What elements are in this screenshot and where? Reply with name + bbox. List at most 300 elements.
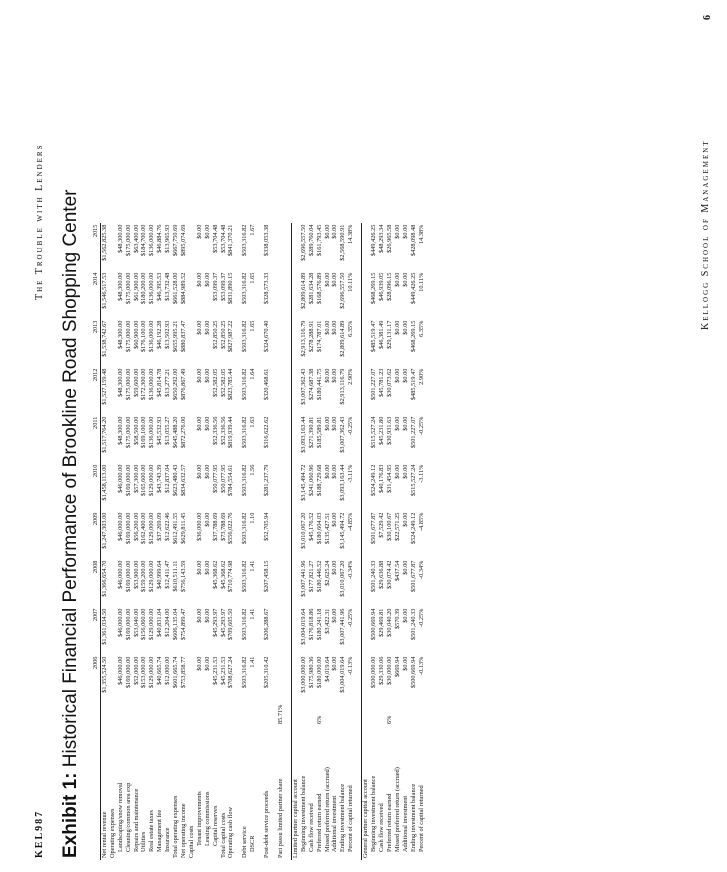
value-cell: $278,288.91 bbox=[307, 320, 315, 353]
value-cell: $0.00 bbox=[203, 320, 211, 335]
row-rate: 6% bbox=[385, 715, 393, 724]
value-cell: $7,529.42 bbox=[378, 512, 385, 538]
value-cell: $0.00 bbox=[331, 560, 339, 575]
row-rate bbox=[394, 703, 402, 726]
value-cell: $46,000.00 bbox=[116, 656, 124, 685]
value-cell: $30,074.42 bbox=[385, 560, 393, 589]
value-cell: $176,100.00 bbox=[140, 320, 148, 353]
row-rate bbox=[308, 703, 316, 726]
value-cell: $56,200.00 bbox=[132, 512, 140, 541]
value-cell bbox=[362, 607, 370, 655]
table-row bbox=[386, 223, 394, 860]
value-cell: $819,939.44 bbox=[227, 416, 235, 449]
row-rate: 85.71% bbox=[277, 704, 285, 724]
value-cell: $48,300.00 bbox=[116, 272, 124, 301]
value-cell bbox=[291, 511, 299, 559]
value-cell: $515,527.24 bbox=[370, 416, 378, 449]
row-label: Tenant improvements bbox=[195, 791, 203, 846]
value-cell: $28,096.15 bbox=[385, 272, 393, 301]
value-cell bbox=[188, 271, 196, 319]
value-cell bbox=[291, 367, 299, 415]
value-cell: $241,060.96 bbox=[307, 464, 315, 497]
row-rate bbox=[140, 703, 148, 726]
value-cell bbox=[277, 655, 285, 703]
value-cell: $188,729.68 bbox=[315, 464, 323, 497]
value-cell bbox=[291, 415, 299, 463]
value-cell: $46,000.00 bbox=[116, 608, 124, 637]
value-cell: $3,422.31 bbox=[323, 608, 331, 634]
value-cell: $129,000.00 bbox=[148, 608, 156, 641]
value-cell bbox=[188, 655, 196, 703]
value-cell: $45,368.62 bbox=[219, 560, 227, 589]
rate-column-header bbox=[92, 703, 100, 726]
value-cell: -4.85% bbox=[347, 512, 355, 531]
value-cell: $29,131.17 bbox=[385, 320, 393, 349]
value-cell: $169,000.00 bbox=[124, 560, 132, 593]
value-cell: $45,176.52 bbox=[307, 512, 315, 541]
row-rate: 6% bbox=[315, 715, 323, 724]
value-cell: $37,788.69 bbox=[211, 512, 219, 541]
row-label: Additional investment bbox=[401, 795, 409, 852]
value-cell: $13,502.93 bbox=[164, 320, 172, 349]
value-cell: $328,573.33 bbox=[263, 272, 271, 305]
value-cell: $129,000.00 bbox=[148, 560, 156, 593]
row-rate bbox=[370, 703, 378, 726]
value-cell bbox=[109, 271, 117, 319]
value-cell: $43,743.39 bbox=[156, 464, 164, 493]
value-cell bbox=[109, 463, 117, 511]
running-footer: Kellogg School of Management bbox=[700, 139, 711, 330]
value-cell bbox=[188, 319, 196, 367]
value-cell: $449,426.25 bbox=[409, 272, 417, 305]
value-cell: $136,000.00 bbox=[148, 320, 156, 353]
value-cell: $50,077.95 bbox=[211, 464, 219, 493]
value-cell: $823,785.44 bbox=[227, 368, 235, 401]
row-rate bbox=[220, 703, 228, 726]
value-cell: $2,809,614.89 bbox=[299, 272, 307, 309]
value-cell: $63,400.00 bbox=[132, 224, 140, 253]
table-row bbox=[347, 223, 355, 860]
value-cell: $500,669.94 bbox=[370, 608, 378, 641]
value-cell: $841,370.21 bbox=[227, 224, 235, 257]
value-cell: $316,622.62 bbox=[263, 416, 271, 449]
value-cell: $52,582.05 bbox=[219, 368, 227, 397]
value-cell bbox=[277, 319, 285, 367]
value-cell: $3,010,067.20 bbox=[339, 560, 347, 597]
row-label: Preferred return earned bbox=[385, 793, 393, 852]
value-cell: $1,458,113.00 bbox=[100, 464, 108, 501]
value-cell: $29,469.81 bbox=[378, 608, 385, 637]
row-rate bbox=[291, 703, 299, 726]
row-label: Percent of capital returned bbox=[417, 785, 425, 852]
table-row bbox=[172, 223, 180, 860]
value-cell: 1.65 bbox=[249, 272, 257, 284]
value-cell: $2,696,557.50 bbox=[299, 224, 307, 261]
value-cell: $3,000,000.00 bbox=[299, 656, 307, 693]
value-cell bbox=[362, 271, 370, 319]
value-cell: $206,288.67 bbox=[263, 608, 271, 641]
row-label: Real estate taxes bbox=[148, 810, 156, 852]
value-cell: $0.00 bbox=[331, 416, 339, 431]
value-cell: $165,600.00 bbox=[140, 464, 148, 497]
value-cell bbox=[291, 319, 299, 367]
value-cell: $503,316.82 bbox=[241, 224, 249, 257]
value-cell: $175,000.00 bbox=[124, 320, 132, 353]
value-cell: $320,468.61 bbox=[263, 368, 271, 401]
value-cell: $1,562,825.38 bbox=[100, 224, 108, 261]
value-cell: $612,491.55 bbox=[172, 512, 180, 545]
value-cell: $48,300.00 bbox=[116, 224, 124, 253]
value-cell: $669.94 bbox=[393, 656, 401, 678]
row-rate bbox=[249, 703, 257, 726]
value-cell: $485,519.47 bbox=[370, 320, 378, 353]
value-cell: $880,837.47 bbox=[179, 320, 187, 353]
value-cell: $0.00 bbox=[195, 272, 203, 287]
value-cell: $281,634.28 bbox=[307, 272, 315, 305]
value-cell bbox=[291, 271, 299, 319]
value-cell: $0.00 bbox=[401, 224, 409, 239]
row-label: Cleaning/common area exp bbox=[124, 782, 132, 852]
value-cell: $3,093,163.44 bbox=[339, 464, 347, 501]
value-cell: $26,965.58 bbox=[385, 224, 393, 253]
value-cell: $12,000.00 bbox=[164, 656, 172, 685]
row-label: Operating cash flow bbox=[227, 806, 235, 858]
value-cell bbox=[291, 655, 299, 703]
year-header: 2012 bbox=[92, 367, 100, 415]
value-cell: $0.00 bbox=[323, 368, 331, 383]
value-cell: $610,511.11 bbox=[172, 560, 180, 592]
value-cell: $449,426.25 bbox=[370, 224, 378, 257]
value-cell: $831,890.15 bbox=[227, 272, 235, 305]
value-cell: $437.54 bbox=[393, 560, 401, 582]
value-cell: $13,055.27 bbox=[164, 416, 172, 445]
value-cell bbox=[109, 607, 117, 655]
value-cell: $22,571.25 bbox=[393, 512, 401, 541]
value-cell: -0.13% bbox=[417, 656, 425, 675]
value-cell: $667,750.69 bbox=[172, 224, 180, 257]
table-row bbox=[316, 223, 324, 860]
value-cell: $0.00 bbox=[401, 656, 409, 671]
value-cell: $709,605.50 bbox=[227, 608, 235, 641]
row-label: Limited partner capital account bbox=[291, 726, 299, 860]
value-cell bbox=[291, 463, 299, 511]
value-cell: $601,665.74 bbox=[172, 656, 180, 689]
value-cell bbox=[188, 463, 196, 511]
value-cell: $1,527,159.48 bbox=[100, 368, 108, 405]
value-cell: -0.34% bbox=[417, 560, 425, 579]
value-cell: $136,000.00 bbox=[148, 416, 156, 449]
value-cell: $184,700.00 bbox=[140, 224, 148, 257]
value-cell: $53,704.48 bbox=[211, 224, 219, 253]
row-label: Percent of capital returned bbox=[347, 785, 355, 852]
value-cell: $876,867.49 bbox=[179, 368, 187, 401]
row-label: Operating expenses bbox=[108, 808, 116, 858]
value-cell bbox=[188, 559, 196, 607]
value-cell: $0.00 bbox=[401, 368, 409, 383]
row-label: Missed preferred return (accrued) bbox=[393, 767, 401, 852]
value-cell: $1,538,742.67 bbox=[100, 320, 108, 357]
value-cell bbox=[109, 511, 117, 559]
value-cell: $29,636.88 bbox=[378, 560, 385, 589]
value-cell: $129,000.00 bbox=[148, 464, 156, 497]
value-cell: $556,022.76 bbox=[227, 512, 235, 545]
value-cell: $0.00 bbox=[203, 224, 211, 239]
value-cell: $501,227.07 bbox=[409, 416, 417, 449]
value-cell: $30,100.67 bbox=[385, 512, 393, 541]
value-cell: $46,381.49 bbox=[378, 320, 385, 349]
value-cell: $501,240.33 bbox=[370, 560, 378, 593]
value-cell bbox=[362, 511, 370, 559]
value-cell: $0.00 bbox=[401, 272, 409, 287]
row-rate bbox=[300, 703, 308, 726]
table-row bbox=[249, 223, 257, 860]
value-cell: $0.00 bbox=[195, 656, 203, 671]
row-rate bbox=[339, 703, 347, 726]
value-cell: $36,000.00 bbox=[195, 512, 203, 541]
value-cell: $0.00 bbox=[203, 416, 211, 431]
row-rate bbox=[418, 703, 426, 726]
value-cell: $45,368.62 bbox=[211, 560, 219, 589]
value-cell: $0.00 bbox=[331, 368, 339, 383]
table-row bbox=[220, 223, 228, 860]
value-cell: $52,336.56 bbox=[211, 416, 219, 445]
value-cell: $0.00 bbox=[331, 656, 339, 671]
value-cell: $0.00 bbox=[323, 272, 331, 287]
value-cell: $172,300.00 bbox=[140, 368, 148, 401]
value-cell: -3.11% bbox=[347, 464, 355, 483]
row-label: Ending investment balance bbox=[339, 783, 347, 852]
value-cell: 1.41 bbox=[249, 656, 257, 668]
value-cell bbox=[188, 511, 196, 559]
value-cell: $2,809,614.89 bbox=[339, 320, 347, 357]
value-cell: $501,240.33 bbox=[409, 608, 417, 641]
value-cell: $0.00 bbox=[331, 512, 339, 527]
value-cell: 6.35% bbox=[417, 320, 425, 337]
value-cell bbox=[188, 415, 196, 463]
year-header: 2009 bbox=[92, 511, 100, 559]
value-cell: $0.00 bbox=[393, 464, 401, 479]
value-cell: $3,004,019.64 bbox=[299, 608, 307, 645]
table-row bbox=[117, 223, 125, 860]
value-cell: $58,500.00 bbox=[132, 416, 140, 445]
year-header: 2007 bbox=[92, 607, 100, 655]
row-rate bbox=[204, 703, 212, 726]
value-cell: $650,292.00 bbox=[172, 368, 180, 401]
value-cell: $52,850.25 bbox=[219, 320, 227, 349]
value-cell: $501,227.07 bbox=[370, 368, 378, 401]
value-cell bbox=[109, 319, 117, 367]
table-row bbox=[180, 223, 188, 860]
value-cell: 1.10 bbox=[249, 512, 257, 524]
value-cell: $872,276.00 bbox=[179, 416, 187, 449]
value-cell: $753,858.77 bbox=[179, 656, 187, 689]
value-cell: 10.11% bbox=[347, 272, 355, 292]
value-cell: $710,774.98 bbox=[227, 560, 235, 593]
value-cell: $45,293.97 bbox=[211, 608, 219, 637]
value-cell: $3,010,067.20 bbox=[299, 512, 307, 549]
value-cell: $46,000.00 bbox=[116, 560, 124, 589]
value-cell: $52,000.00 bbox=[132, 656, 140, 685]
value-cell bbox=[188, 223, 196, 271]
value-cell: $0.00 bbox=[323, 416, 331, 431]
value-cell: $45,231.53 bbox=[211, 656, 219, 685]
table-row bbox=[227, 223, 235, 860]
value-cell: $180,000.00 bbox=[315, 656, 323, 689]
value-cell: $0.00 bbox=[331, 464, 339, 479]
value-cell: $756,143.59 bbox=[179, 560, 187, 593]
year-header: 2013 bbox=[92, 319, 100, 367]
value-cell: $503,316.82 bbox=[241, 368, 249, 401]
value-cell: $0.00 bbox=[393, 320, 401, 335]
value-cell: $162,400.00 bbox=[140, 512, 148, 545]
row-rate bbox=[362, 703, 370, 726]
value-cell: $40,999.64 bbox=[156, 560, 164, 589]
value-cell bbox=[109, 559, 117, 607]
year-header: 2006 bbox=[92, 655, 100, 703]
value-cell: 2.90% bbox=[417, 368, 425, 385]
row-label: Ending investment balance bbox=[409, 783, 417, 852]
year-header: 2011 bbox=[92, 415, 100, 463]
value-cell: 1.56 bbox=[249, 464, 257, 476]
value-cell: $0.00 bbox=[331, 272, 339, 287]
value-cell: $180,200.00 bbox=[140, 272, 148, 305]
value-cell: $0.00 bbox=[401, 512, 409, 527]
table-row bbox=[394, 223, 402, 860]
value-cell bbox=[109, 415, 117, 463]
value-cell bbox=[277, 511, 285, 559]
value-cell: $2,913,116.79 bbox=[339, 368, 347, 405]
row-label: Beginning investment balance bbox=[370, 775, 378, 852]
value-cell: $784,554.61 bbox=[227, 464, 235, 497]
table-row bbox=[188, 223, 196, 860]
value-cell: $3,145,494.72 bbox=[299, 464, 307, 501]
row-rate bbox=[172, 703, 180, 726]
value-cell: $46,884.76 bbox=[156, 224, 164, 253]
value-cell: $40,831.04 bbox=[156, 608, 164, 637]
value-cell bbox=[109, 223, 117, 271]
value-cell: $205,310.42 bbox=[263, 656, 271, 689]
value-cell: $53,040.00 bbox=[132, 608, 140, 637]
value-cell: $281,237.79 bbox=[263, 464, 271, 497]
value-cell: $4,019.64 bbox=[323, 656, 331, 682]
row-label: Cash flow received bbox=[378, 803, 385, 852]
value-cell: $135,427.51 bbox=[323, 512, 331, 545]
value-cell: $175,000.00 bbox=[124, 416, 132, 449]
value-cell: $12,204.00 bbox=[164, 608, 172, 637]
year-header: 2008 bbox=[92, 559, 100, 607]
value-cell: $161,793.45 bbox=[315, 224, 323, 257]
value-cell: $30,931.63 bbox=[385, 416, 393, 445]
value-cell: $503,316.82 bbox=[241, 560, 249, 593]
value-cell: $46,000.00 bbox=[116, 512, 124, 541]
value-cell: $503,316.82 bbox=[241, 512, 249, 545]
value-cell: $0.00 bbox=[195, 464, 203, 479]
value-cell: $1,546,517.53 bbox=[100, 272, 108, 309]
value-cell: $57,300.00 bbox=[132, 464, 140, 493]
value-cell: $3,007,362.43 bbox=[339, 416, 347, 453]
value-cell: $0.00 bbox=[203, 272, 211, 287]
value-cell: $169,000.00 bbox=[124, 608, 132, 641]
value-cell: $655,995.21 bbox=[172, 320, 180, 353]
value-cell bbox=[362, 319, 370, 367]
value-cell: $503,316.82 bbox=[241, 416, 249, 449]
value-cell: $0.00 bbox=[331, 608, 339, 623]
value-cell: $827,987.22 bbox=[227, 320, 235, 353]
value-cell: $169,000.00 bbox=[124, 464, 132, 497]
value-cell: $176,818.86 bbox=[307, 608, 315, 641]
value-cell: $48,300.00 bbox=[116, 416, 124, 445]
value-cell: $60,900.00 bbox=[132, 320, 140, 349]
exhibit-label: Exhibit 1: bbox=[60, 772, 81, 858]
value-cell: $13,965.93 bbox=[164, 224, 172, 253]
value-cell: $40,176.83 bbox=[378, 464, 385, 493]
value-cell: $0.00 bbox=[401, 320, 409, 335]
year-header: 2014 bbox=[92, 271, 100, 319]
value-cell bbox=[362, 223, 370, 271]
row-label: Net operating income bbox=[179, 803, 187, 858]
table-row bbox=[140, 223, 148, 860]
row-rate bbox=[263, 703, 271, 726]
value-cell: $29,330.06 bbox=[378, 656, 385, 685]
value-cell: $53,704.48 bbox=[219, 224, 227, 253]
value-cell: $50,077.95 bbox=[219, 464, 227, 493]
value-cell: 1.63 bbox=[249, 416, 257, 428]
value-cell: $174,787.01 bbox=[315, 320, 323, 353]
value-cell: $3,093,163.44 bbox=[299, 416, 307, 453]
value-cell: $48,300.00 bbox=[116, 320, 124, 349]
value-cell: $271,390.81 bbox=[307, 416, 315, 449]
row-label: Additional investment bbox=[331, 795, 339, 852]
value-cell: $159,200.00 bbox=[140, 560, 148, 593]
row-label: Capital costs bbox=[187, 825, 195, 858]
row-rate bbox=[133, 703, 141, 726]
value-cell bbox=[291, 607, 299, 655]
value-cell: $645,488.20 bbox=[172, 416, 180, 449]
table-row bbox=[291, 223, 299, 860]
value-cell: -0.25% bbox=[347, 608, 355, 627]
value-cell: $169,000.00 bbox=[124, 656, 132, 689]
value-cell: $515,527.24 bbox=[409, 464, 417, 497]
value-cell: $289,760.04 bbox=[307, 224, 315, 257]
row-rate bbox=[402, 703, 410, 726]
value-cell: $180,441.75 bbox=[315, 368, 323, 401]
value-cell: $180,604.03 bbox=[315, 512, 323, 545]
value-cell: 1.41 bbox=[249, 608, 257, 620]
value-cell bbox=[277, 367, 285, 415]
row-rate bbox=[117, 703, 125, 726]
value-cell: $0.00 bbox=[323, 224, 331, 239]
value-cell: $0.00 bbox=[323, 464, 331, 479]
value-cell: $45,293.97 bbox=[219, 608, 227, 637]
value-cell: $153,000.00 bbox=[140, 656, 148, 689]
value-cell: $53,099.37 bbox=[211, 272, 219, 301]
row-rate bbox=[164, 703, 172, 726]
value-cell: $0.00 bbox=[393, 272, 401, 287]
value-cell: $0.00 bbox=[195, 224, 203, 239]
value-cell: $73,788.69 bbox=[219, 512, 227, 541]
row-label: Insurance bbox=[164, 827, 172, 852]
value-cell: $895,074.69 bbox=[179, 224, 187, 257]
value-cell: $503,316.82 bbox=[241, 272, 249, 305]
row-rate bbox=[227, 703, 235, 726]
row-rate bbox=[410, 703, 418, 726]
value-cell: 14.38% bbox=[347, 224, 355, 244]
table-row bbox=[277, 223, 285, 860]
value-cell: $0.00 bbox=[393, 224, 401, 239]
label-column-header bbox=[92, 726, 100, 860]
table-row bbox=[109, 223, 117, 860]
value-cell bbox=[277, 223, 285, 271]
